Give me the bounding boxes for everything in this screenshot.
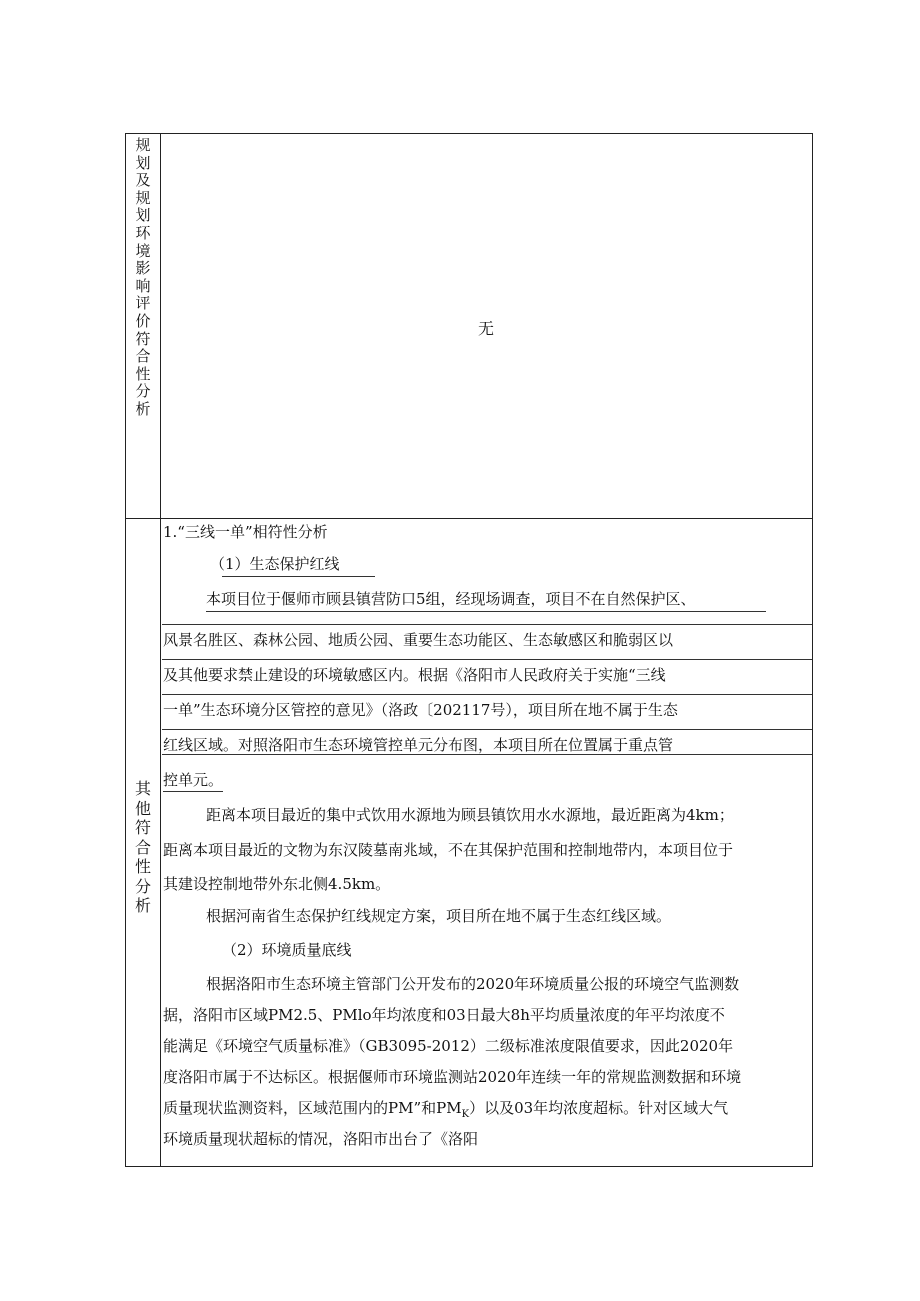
row2-label: [126, 779, 160, 916]
text-line: 控单元。: [163, 771, 224, 789]
content-rule: [162, 694, 812, 695]
text-line: [163, 1098, 728, 1125]
text-segment: 质量现状监测资料，区域范围内的PM”和PM: [163, 1099, 462, 1117]
text-line: （1）生态保护红线: [210, 555, 340, 573]
text-line: 本项目位于偃师市顾县镇营防口5组，经现场调查，项目不在自然保护区、: [206, 590, 696, 608]
text-line: 风景名胜区、森林公园、地质公园、重要生态功能区、生态敏感区和脆弱区以: [163, 631, 674, 649]
text-line: （2）环境质量底线: [222, 941, 352, 959]
text-segment: ）以及03年均浓度超标。针对区域大气: [469, 1099, 729, 1117]
underline: [222, 576, 375, 577]
row2-label-text: 其他符合性分析: [134, 779, 151, 915]
subscript: K: [461, 1109, 470, 1120]
row1-label-text: 规划及规划环境影响评价符合性分析: [135, 136, 151, 418]
text-line: 1.“三线一单”相符性分析: [163, 523, 328, 541]
row1-label: [126, 137, 160, 419]
text-line: 距离本项目最近的集中式饮用水源地为顾县镇饮用水水源地，最近距离为4km；: [206, 806, 734, 824]
column-divider: [160, 134, 161, 1166]
text-line: 度洛阳市属于不达标区。根据偃师市环境监测站2020年连续一年的常规监测数据和环境: [163, 1068, 742, 1086]
text-line: 其建设控制地带外东北侧4.5km。: [163, 875, 391, 893]
text-line: 根据洛阳市生态环境主管部门公开发布的2020年环境质量公报的环境空气监测数: [206, 975, 740, 993]
content-rule: [162, 729, 812, 730]
text-line: 能满足《环境空气质量标准》（GB3095-2012）二级标准浓度限值要求，因此2020年: [163, 1037, 734, 1055]
content-rule: [162, 659, 812, 660]
underline: [163, 791, 223, 792]
text-line: 红线区域。对照洛阳市生态环境管控单元分布图，本项目所在位置属于重点管: [163, 736, 674, 754]
text-line: 环境质量现状超标的情况，洛阳市出台了《洛阳: [163, 1130, 479, 1148]
text-line: 一单”生态环境分区管控的意见》（洛政〔202117号），项目所在地不属于生态: [163, 701, 678, 719]
compliance-table: [125, 133, 813, 1167]
content-rule: [162, 624, 812, 625]
text-line: 根据河南省生态保护红线规定方案，项目所在地不属于生态红线区域。: [206, 907, 672, 925]
text-line: 及其他要求禁止建设的环境敏感区内。根据《洛阳市人民政府关于实施“三线: [163, 666, 666, 684]
text-line: 据，洛阳市区域PM2.5、PMlo年均浓度和03日最大8h平均质量浓度的年平均浓度不: [163, 1006, 725, 1024]
row1-content: 无: [478, 319, 495, 338]
underline: [206, 611, 766, 612]
row-divider: [126, 518, 812, 519]
text-line: 距离本项目最近的文物为东汉陵墓南兆域，不在其保护范围和控制地带内，本项目位于: [163, 841, 734, 859]
